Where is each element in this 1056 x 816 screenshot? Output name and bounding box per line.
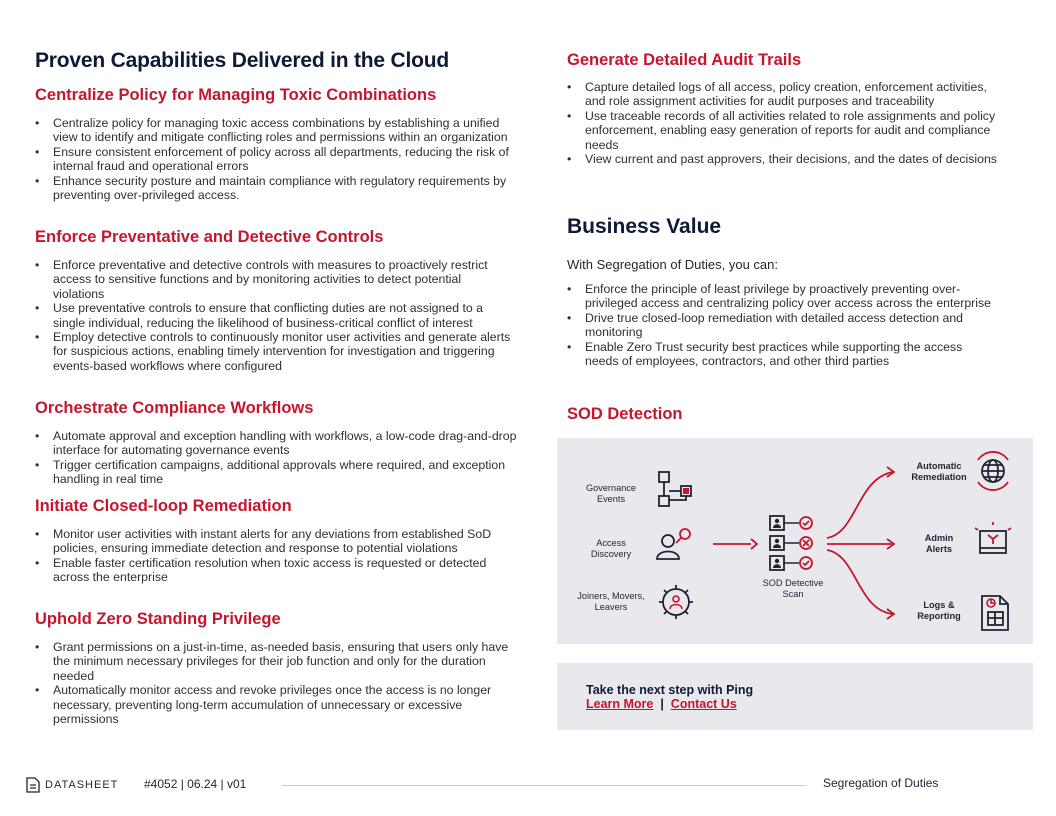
business-value-intro: With Segregation of Duties, you can: [567, 257, 779, 272]
section-heading-toxic-combinations: Centralize Policy for Managing Toxic Combinations [35, 86, 437, 104]
list-item: • Capture detailed logs of all access, policy creation, enforcement activities, and role assignment activities for audit purposes and traceability [567, 80, 1007, 109]
list-item: • Enhance security posture and maintain compliance with regulatory requirements by preventing over-privileged access. [35, 174, 523, 203]
user-search-icon [657, 535, 679, 559]
list-item: • Enable faster certification resolution when toxic access is requested or detected across the enterprise [35, 556, 517, 585]
list-item: • Trigger certification campaigns, additional approvals where required, and exception handling in real time [35, 458, 525, 487]
footer [0, 770, 1056, 800]
contact-us-link[interactable]: Contact Us [670, 697, 737, 711]
page-title: Proven Capabilities Delivered in the Cloud [35, 49, 450, 72]
bullet-list-audit [567, 80, 1007, 166]
cta-title: Take the next step with Ping [586, 683, 754, 697]
bullet-list-business-value [567, 282, 997, 368]
bullet-list-remediation [35, 527, 517, 585]
label-logs-reporting: Logs & Reporting [917, 600, 961, 621]
label-governance-events: Governance Events [585, 483, 637, 504]
section-heading-audit: Generate Detailed Audit Trails [567, 51, 802, 69]
list-item: • Employ detective controls to continuously monitor user activities and generate alerts for suspicious actions, enabling timely intervention for investigation and triggering events-based workflows where configured [35, 330, 511, 373]
globe-refresh-icon [982, 460, 1004, 482]
list-item: • Enforce preventative and detective controls with measures to proactively restrict access to sensitive functions and by monitoring activities to detect potential violations [35, 258, 511, 301]
label-access-discovery: Access Discovery [590, 538, 632, 559]
section-heading-workflows: Orchestrate Compliance Workflows [35, 399, 314, 417]
list-item: • Use preventative controls to ensure that conflicting duties are not assigned to a single individual, reducing the likelihood of business-critical conflict of interest [35, 301, 511, 330]
label-joiners-movers-leavers: Joiners, Movers, Leavers [577, 591, 645, 612]
label-admin-alerts: Admin Alerts [924, 533, 954, 554]
list-item: • Enforce the principle of least privilege by proactively preventing over-privileged access and centralizing policy over access across the enterprise [567, 282, 997, 311]
label-automatic-remediation: Automatic Remediation [911, 461, 967, 482]
footer-divider [282, 785, 807, 786]
bullet-list-workflows [35, 429, 525, 487]
list-item: • Monitor user activities with instant alerts for any deviations from established SoD policies, ensuring immediate detection and response to potential violations [35, 527, 517, 556]
list-item: • Enable Zero Trust security best practices while supporting the access needs of employees, contractors, and other third parties [567, 340, 997, 369]
list-item: • Grant permissions on a just-in-time, as-needed basis, ensuring that users only have the minimum necessary privileges for their job function and only for the duration needed [35, 640, 519, 683]
footer-title: Segregation of Duties [823, 776, 939, 790]
section-heading-zero-standing: Uphold Zero Standing Privilege [35, 610, 281, 628]
footer-doc-code: #4052 | 06.24 | v01 [144, 777, 247, 791]
business-value-heading: Business Value [567, 215, 722, 238]
flowchart-accent [683, 488, 689, 494]
list-item: • View current and past approvers, their decisions, and the dates of decisions [567, 152, 1007, 166]
sod-detection-diagram [557, 438, 1033, 644]
list-item: • Drive true closed-loop remediation with detailed access detection and monitoring [567, 311, 997, 340]
bullet-list-zero-standing [35, 640, 519, 726]
list-item: • Ensure consistent enforcement of policy across all departments, reducing the risk of internal fraud and operational errors [35, 145, 523, 174]
label-sod-detective-scan: SOD Detective Scan [762, 578, 824, 599]
footer-doc-type: DATASHEET [45, 779, 119, 791]
cta-separator: | [660, 697, 664, 711]
section-heading-controls: Enforce Preventative and Detective Controls [35, 228, 384, 246]
document-icon [26, 777, 40, 793]
list-item: • Automatically monitor access and revoke privileges once the access is no longer necessary, preventing long-term accumulation of unnecessary or excessive permissions [35, 683, 519, 726]
list-item: • Automate approval and exception handling with workflows, a low-code drag-and-drop interface for automating governance events [35, 429, 525, 458]
bullet-list-toxic-combinations [35, 116, 523, 202]
output-arrows [827, 472, 893, 614]
sod-scan-icon [770, 516, 812, 570]
section-heading-remediation: Initiate Closed-loop Remediation [35, 497, 292, 515]
cta-links [586, 697, 737, 711]
list-item: • Centralize policy for managing toxic access combinations by establishing a unified view to identify and mitigate conflicting roles and permissions within an organization [35, 116, 523, 145]
bullet-list-controls [35, 258, 511, 373]
list-item: • Use traceable records of all activities related to role assignments and policy enforcement, enabling easy generation of reports for audit and compliance needs [567, 109, 1007, 152]
sod-detection-heading: SOD Detection [567, 405, 683, 423]
learn-more-link[interactable]: Learn More [586, 697, 654, 711]
cta-panel [557, 663, 1033, 730]
